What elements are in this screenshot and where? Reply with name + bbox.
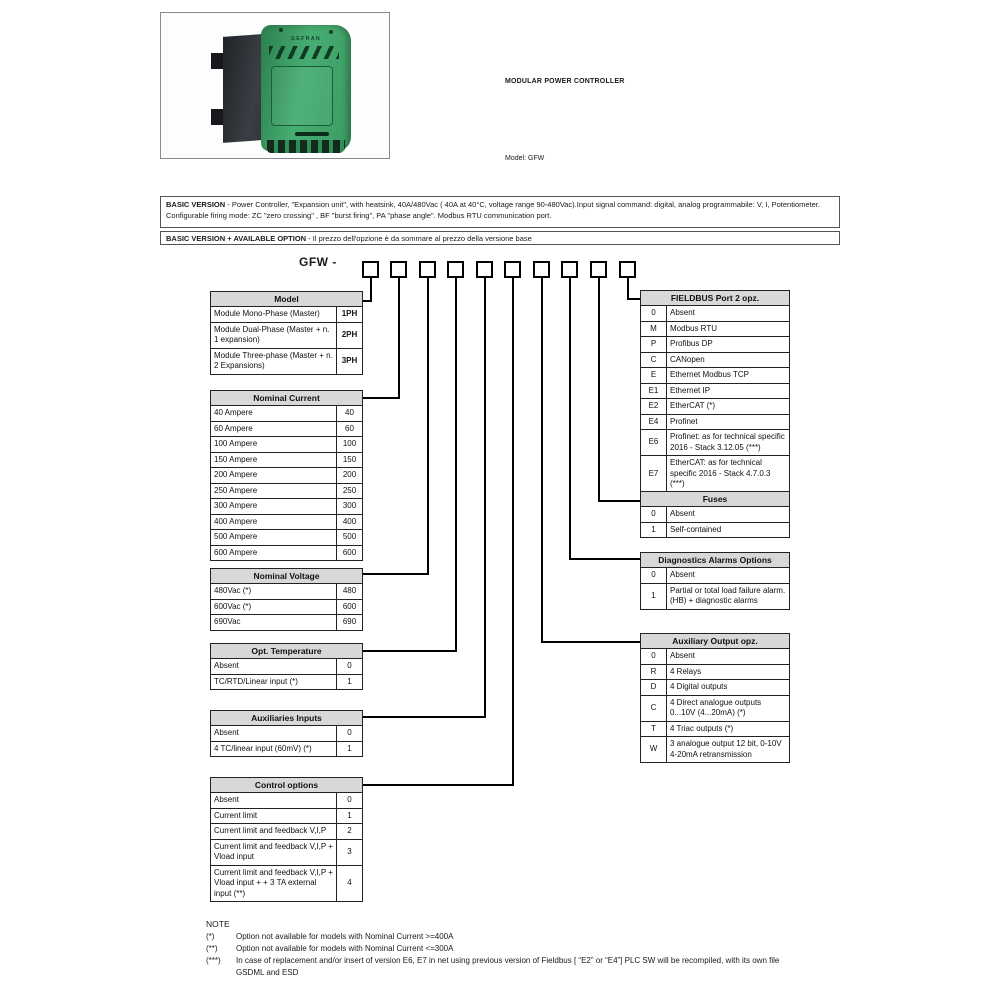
- option-code: 690: [337, 615, 363, 631]
- table-row: [211, 793, 363, 809]
- connector-line: [362, 650, 457, 652]
- option-code: 600: [337, 599, 363, 615]
- table-row: [211, 726, 363, 742]
- table-row: [211, 514, 363, 530]
- option-code: 300: [337, 499, 363, 515]
- option-code: 2PH: [337, 322, 363, 348]
- option-label: 4 TC/linear input (60mV) (*): [211, 741, 337, 757]
- option-code: P: [641, 337, 667, 353]
- connector-line: [512, 278, 514, 786]
- order-code-box: [390, 261, 407, 278]
- order-code-box: [533, 261, 550, 278]
- connector-line: [598, 278, 600, 502]
- option-label: Profinet: as for technical specific 2016 - Stack 3.12.05 (***): [667, 430, 790, 456]
- option-label: 690Vac: [211, 615, 337, 631]
- option-code: 2: [336, 824, 362, 840]
- available-option-text: - Il prezzo dell'opzione è da sommare al prezzo della versione base: [306, 234, 532, 243]
- table-row: [211, 659, 363, 675]
- table-row: [641, 583, 790, 609]
- option-label: EtherCAT: as for technical specific 2016 - Stack 4.7.0.3 (***): [667, 456, 790, 493]
- option-label: Current limit and feedback V,I,P: [211, 824, 337, 840]
- table-model: [210, 291, 363, 375]
- order-code-box: [561, 261, 578, 278]
- table-row: [211, 839, 363, 865]
- table-auxiliary-output-opz: [640, 633, 790, 763]
- option-label: Ethernet IP: [667, 383, 790, 399]
- table-fieldbus-port-2-opz: [640, 290, 790, 493]
- product-title: MODULAR POWER CONTROLLER: [505, 78, 625, 85]
- connector-line: [362, 573, 429, 575]
- option-code: E1: [641, 383, 667, 399]
- option-code: 100: [337, 437, 363, 453]
- option-code: 0: [641, 649, 667, 665]
- option-label: 100 Ampere: [211, 437, 337, 453]
- table-row: [211, 865, 363, 902]
- option-code: 4: [336, 865, 362, 902]
- option-label: Current limit and feedback V,I,P + Vload input + + 3 TA external input (**): [211, 865, 337, 902]
- table-row: [211, 483, 363, 499]
- option-code: 40: [337, 406, 363, 422]
- table-row: [641, 399, 790, 415]
- table-row: [211, 348, 363, 374]
- connector-line: [598, 500, 641, 502]
- device-recessed-panel: [271, 66, 333, 126]
- option-label: Module Mono-Phase (Master): [211, 307, 337, 323]
- table-row: [641, 568, 790, 584]
- connector-line: [362, 300, 372, 302]
- table-row: [641, 695, 790, 721]
- option-label: 300 Ampere: [211, 499, 337, 515]
- connector-line: [627, 278, 629, 300]
- option-code: 1: [337, 674, 363, 690]
- note-item: [206, 955, 826, 979]
- table-row: [641, 522, 790, 538]
- option-label: Modbus RTU: [667, 321, 790, 337]
- table-row: [641, 368, 790, 384]
- table-title: Nominal Voltage: [211, 569, 363, 584]
- option-label: 3 analogue output 12 bit, 0-10V 4-20mA retransmission: [667, 737, 790, 763]
- basic-version-title: BASIC VERSION: [166, 200, 226, 209]
- option-label: Absent: [667, 568, 790, 584]
- table-title: Fuses: [641, 492, 790, 507]
- table-nominal-current: [210, 390, 363, 561]
- order-code-box: [590, 261, 607, 278]
- option-label: 500 Ampere: [211, 530, 337, 546]
- table-row: [641, 414, 790, 430]
- basic-version-box: [160, 196, 840, 228]
- table-row: [211, 307, 363, 323]
- option-label: Ethernet Modbus TCP: [667, 368, 790, 384]
- connector-line: [541, 278, 543, 643]
- connector-line: [362, 397, 400, 399]
- option-code: 250: [337, 483, 363, 499]
- note-item: [206, 943, 826, 955]
- table-row: [211, 452, 363, 468]
- device-screw: [279, 28, 283, 32]
- note-title: NOTE: [206, 919, 230, 929]
- option-code: 400: [337, 514, 363, 530]
- product-image-frame: [160, 12, 390, 159]
- option-code: T: [641, 721, 667, 737]
- option-label: CANopen: [667, 352, 790, 368]
- table-row: [641, 737, 790, 763]
- option-code: E7: [641, 456, 667, 493]
- note-marker: (**): [206, 944, 218, 953]
- option-label: Profinet: [667, 414, 790, 430]
- table-row: [641, 649, 790, 665]
- option-label: 40 Ampere: [211, 406, 337, 422]
- table-row: [641, 664, 790, 680]
- table-title: FIELDBUS Port 2 opz.: [641, 291, 790, 306]
- option-label: EtherCAT (*): [667, 399, 790, 415]
- option-code: E4: [641, 414, 667, 430]
- option-code: E: [641, 368, 667, 384]
- connector-line: [569, 558, 641, 560]
- option-code: 0: [337, 659, 363, 675]
- table-title: Control options: [211, 778, 363, 793]
- option-code: 3: [336, 839, 362, 865]
- table-row: [641, 721, 790, 737]
- note-marker: (*): [206, 932, 215, 941]
- table-row: [641, 430, 790, 456]
- option-code: 1PH: [337, 307, 363, 323]
- connector-line: [370, 278, 372, 302]
- table-row: [641, 456, 790, 493]
- table-row: [211, 421, 363, 437]
- option-code: 1: [641, 522, 667, 538]
- table-opt-temperature: [210, 643, 363, 690]
- option-code: 1: [336, 808, 362, 824]
- table-row: [641, 306, 790, 322]
- order-code-box: [476, 261, 493, 278]
- option-code: C: [641, 352, 667, 368]
- option-code: E6: [641, 430, 667, 456]
- option-code: 600: [337, 545, 363, 561]
- table-row: [641, 383, 790, 399]
- option-label: Absent: [667, 306, 790, 322]
- option-code: 0: [641, 507, 667, 523]
- device-bottom-grill: [267, 140, 345, 153]
- option-code: 0: [336, 726, 362, 742]
- table-row: [211, 615, 363, 631]
- order-code-box: [447, 261, 464, 278]
- option-label: 250 Ampere: [211, 483, 337, 499]
- table-row: [641, 321, 790, 337]
- table-row: [211, 530, 363, 546]
- table-fuses: [640, 491, 790, 538]
- available-option-box: [160, 231, 840, 245]
- table-row: [211, 468, 363, 484]
- table-row: [641, 680, 790, 696]
- option-label: 600Vac (*): [211, 599, 337, 615]
- table-row: [641, 507, 790, 523]
- option-label: Absent: [667, 507, 790, 523]
- order-code-box: [362, 261, 379, 278]
- connector-line: [362, 784, 514, 786]
- order-code-prefix: GFW -: [299, 255, 337, 269]
- device-brand-label: GEFRAN: [290, 36, 322, 42]
- connector-line: [484, 278, 486, 718]
- option-label: 200 Ampere: [211, 468, 337, 484]
- note-section: [206, 918, 826, 979]
- option-label: TC/RTD/Linear input (*): [211, 674, 337, 690]
- option-code: M: [641, 321, 667, 337]
- option-label: 4 Direct analogue outputs 0...10V (4...20mA) (*): [667, 695, 790, 721]
- option-code: C: [641, 695, 667, 721]
- option-code: 1: [641, 583, 667, 609]
- connector-line: [569, 278, 571, 560]
- model-label: Model: GFW: [505, 155, 545, 162]
- connector-line: [541, 641, 641, 643]
- option-label: 4 Relays: [667, 664, 790, 680]
- option-code: E2: [641, 399, 667, 415]
- option-code: 480: [337, 584, 363, 600]
- option-label: Module Dual-Phase (Master + n. 1 expansion): [211, 322, 337, 348]
- table-title: Diagnostics Alarms Options: [641, 553, 790, 568]
- table-row: [211, 499, 363, 515]
- option-label: 400 Ampere: [211, 514, 337, 530]
- option-code: D: [641, 680, 667, 696]
- table-title: Nominal Current: [211, 391, 363, 406]
- note-marker: (***): [206, 956, 221, 965]
- option-label: Absent: [211, 793, 337, 809]
- option-label: 4 Digital outputs: [667, 680, 790, 696]
- option-label: Current limit and feedback V,I,P + Vload input: [211, 839, 337, 865]
- option-label: Absent: [211, 726, 337, 742]
- table-row: [211, 322, 363, 348]
- option-label: Absent: [211, 659, 337, 675]
- available-option-title: BASIC VERSION + AVAILABLE OPTION: [166, 234, 307, 243]
- connector-line: [627, 298, 641, 300]
- order-code-box: [504, 261, 521, 278]
- option-label: Module Three-phase (Master + n. 2 Expansions): [211, 348, 337, 374]
- table-row: [211, 437, 363, 453]
- option-label: Current limit: [211, 808, 337, 824]
- table-title: Opt. Temperature: [211, 644, 363, 659]
- option-label: 4 Triac outputs (*): [667, 721, 790, 737]
- option-label: Self-contained: [667, 522, 790, 538]
- note-text: Option not available for models with Nominal Current <=300A: [236, 944, 454, 953]
- note-text: In case of replacement and/or insert of version E6, E7 in net using previous version of Fieldbus [ “E2” or “E4”] PLC SW will be recompiled, with its own file GSDML and ESD: [236, 956, 780, 977]
- table-row: [641, 337, 790, 353]
- table-row: [211, 741, 363, 757]
- table-title: Auxiliaries Inputs: [211, 711, 363, 726]
- option-code: 150: [337, 452, 363, 468]
- option-code: 60: [337, 421, 363, 437]
- connector-line: [427, 278, 429, 575]
- table-row: [641, 352, 790, 368]
- option-code: 0: [641, 306, 667, 322]
- table-auxiliaries-inputs: [210, 710, 363, 757]
- table-diagnostics-alarms-options: [640, 552, 790, 610]
- option-code: 0: [641, 568, 667, 584]
- table-title: Model: [211, 292, 363, 307]
- option-label: Absent: [667, 649, 790, 665]
- connector-line: [362, 716, 486, 718]
- option-label: 600 Ampere: [211, 545, 337, 561]
- connector-line: [398, 278, 400, 399]
- option-label: 60 Ampere: [211, 421, 337, 437]
- note-text: Option not available for models with Nominal Current >=400A: [236, 932, 454, 941]
- table-title: Auxiliary Output opz.: [641, 634, 790, 649]
- option-code: W: [641, 737, 667, 763]
- table-row: [211, 406, 363, 422]
- option-code: 500: [337, 530, 363, 546]
- table-row: [211, 808, 363, 824]
- table-row: [211, 545, 363, 561]
- option-code: 3PH: [337, 348, 363, 374]
- note-item: [206, 931, 826, 943]
- connector-line: [455, 278, 457, 652]
- basic-version-text: - Power Controller, "Expansion unit", with heatsink, 40A/480Vac ( 40A at 40°C, voltage range 90-480Vac).Input signal command: digital, analog programmabile: V, I, Potentiometer. Configurable firing mode: ZC "zero crossing" , BF "burst firing", PA "phase angle". Modbus RTU communication port.: [166, 200, 820, 220]
- option-label: Profibus DP: [667, 337, 790, 353]
- device-slot: [295, 132, 329, 136]
- order-code-box: [619, 261, 636, 278]
- table-row: [211, 584, 363, 600]
- order-code-box: [419, 261, 436, 278]
- option-code: 1: [336, 741, 362, 757]
- table-row: [211, 599, 363, 615]
- table-row: [211, 674, 363, 690]
- option-code: R: [641, 664, 667, 680]
- option-code: 200: [337, 468, 363, 484]
- table-nominal-voltage: [210, 568, 363, 631]
- device-top-vents: [269, 46, 339, 59]
- device-screw: [329, 30, 333, 34]
- option-label: 150 Ampere: [211, 452, 337, 468]
- option-label: Partial or total load failure alarm. (HB) + diagnostic alarms: [667, 583, 790, 609]
- option-code: 0: [336, 793, 362, 809]
- option-label: 480Vac (*): [211, 584, 337, 600]
- table-row: [211, 824, 363, 840]
- table-control-options: [210, 777, 363, 902]
